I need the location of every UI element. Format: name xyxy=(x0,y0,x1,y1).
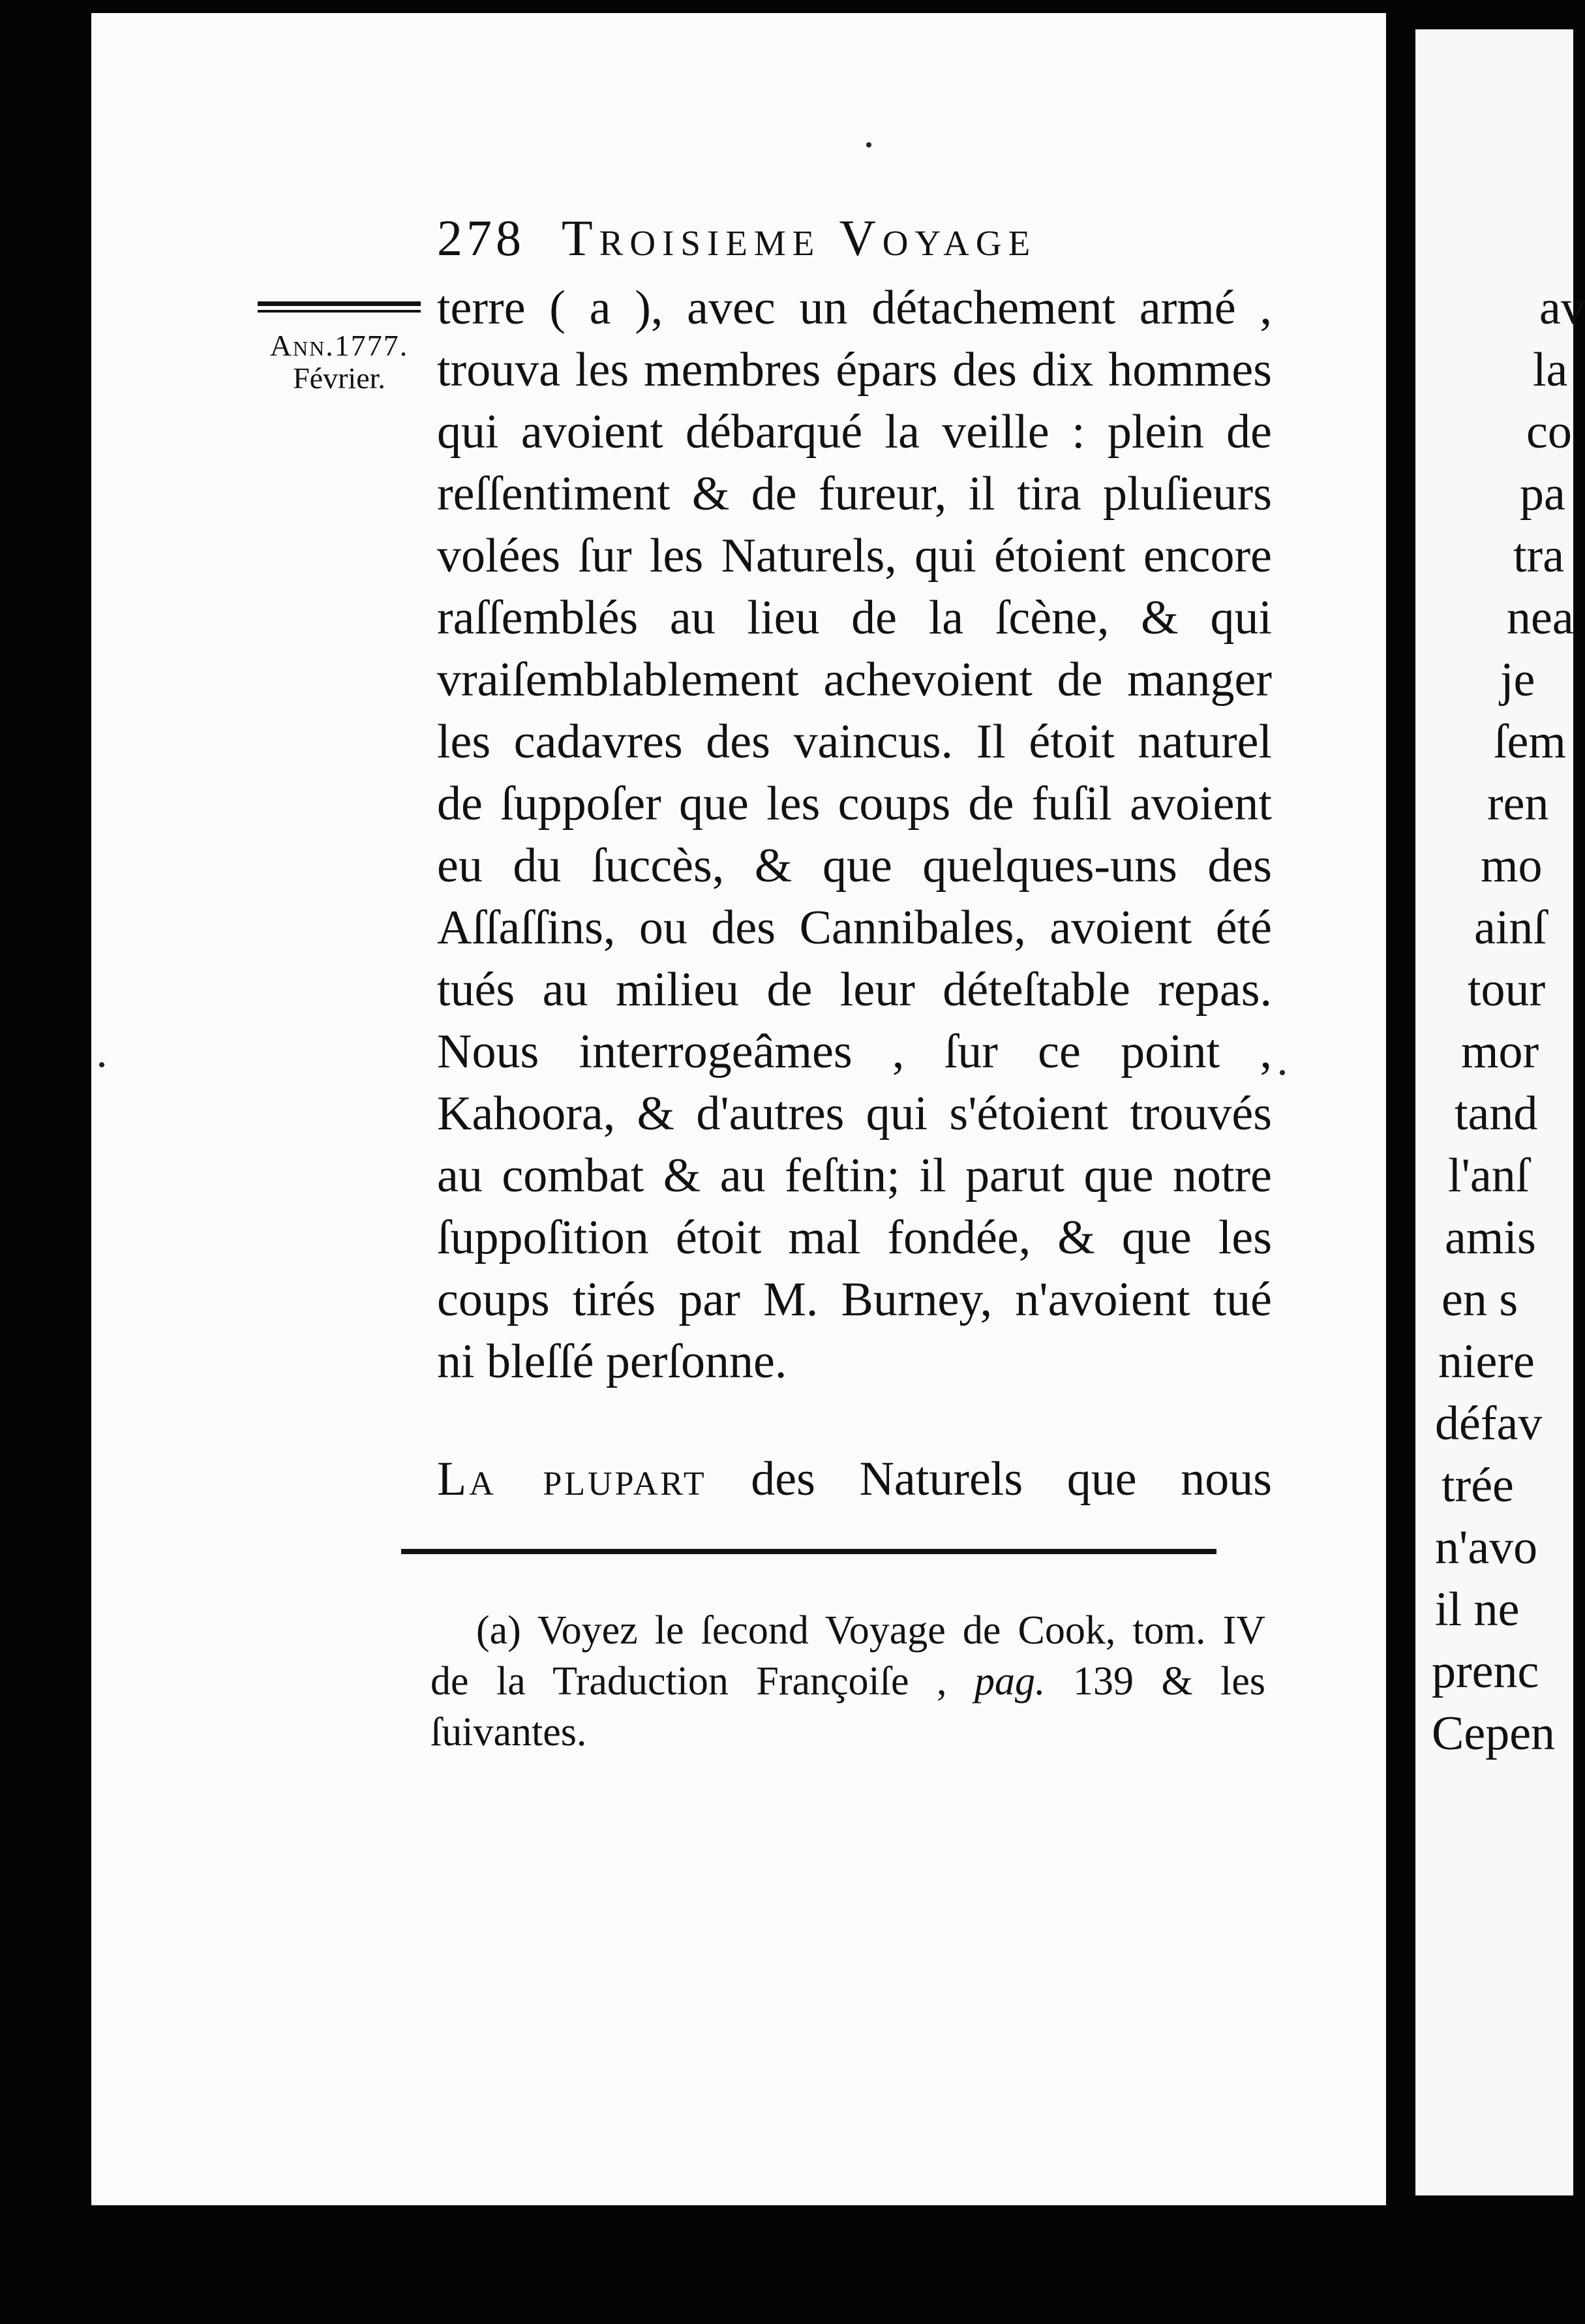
facing-line: tra xyxy=(1513,529,1565,583)
text-line: ſuppoſition étoit mal fondée, & que les xyxy=(437,1211,1272,1264)
margin-note-month: Février. xyxy=(293,361,385,395)
facing-page-text xyxy=(1425,277,1585,1765)
ink-speck xyxy=(866,142,871,147)
footnote-line: ſuivantes. xyxy=(430,1710,587,1754)
facing-line: ren xyxy=(1487,777,1549,831)
paragraph-opening-line xyxy=(437,1448,1272,1510)
footnote-pag-label: pag. xyxy=(974,1659,1046,1704)
facing-line: tour xyxy=(1468,963,1546,1017)
facing-line: tand xyxy=(1455,1087,1538,1140)
facing-line: mor xyxy=(1461,1025,1539,1078)
footnote-page-ref: 139 & les xyxy=(1072,1659,1266,1704)
footnote-rule xyxy=(401,1549,1216,1554)
text-line: volées ſur les Naturels, qui étoient encore xyxy=(437,529,1272,583)
facing-line: ſem xyxy=(1494,715,1566,769)
ink-speck xyxy=(1280,1070,1285,1075)
margin-note-year: Ann.1777. xyxy=(269,329,409,362)
text-line: de ſuppoſer que les coups de fuſil avoient xyxy=(437,777,1272,831)
text-line: tués au milieu de leur déteſtable repas. xyxy=(437,963,1272,1017)
footnote-line: (a) Voyez le ſecond Voyage de Cook, tom. IV xyxy=(476,1608,1265,1653)
text-line: coups tirés par M. Burney, n'avoient tué xyxy=(437,1273,1272,1326)
text-line: trouva les membres épars des dix hommes xyxy=(437,343,1272,397)
facing-line: il ne xyxy=(1435,1583,1520,1636)
text-line: eu du ſuccès, & que quelques-uns des xyxy=(437,839,1272,893)
text-line: au combat & au feſtin; il parut que notre xyxy=(437,1149,1272,1202)
facing-line: amis xyxy=(1445,1211,1536,1264)
facing-line: prenc xyxy=(1432,1645,1539,1698)
facing-line: trée xyxy=(1442,1459,1514,1512)
facing-line: défav xyxy=(1435,1397,1543,1450)
facing-line: la xyxy=(1533,343,1568,397)
text-line: Aſſaſſins, ou des Cannibales, avoient été xyxy=(437,901,1272,955)
margin-note xyxy=(251,329,427,395)
facing-line: av xyxy=(1539,281,1585,335)
facing-line: pa xyxy=(1520,467,1565,521)
page-number: 278 xyxy=(437,209,525,266)
facing-line: l'anſ xyxy=(1448,1149,1530,1202)
text-line: Kahoora, & d'autres qui s'étoient trouvés xyxy=(437,1087,1272,1140)
running-title: Troisieme Voyage xyxy=(562,209,1037,266)
running-header xyxy=(437,209,1036,274)
text-line: vraiſemblablement achevoient de manger xyxy=(437,653,1272,707)
facing-line: en s xyxy=(1442,1273,1518,1326)
text-line: qui avoient débarqué la veille : plein de xyxy=(437,405,1272,459)
facing-line: je xyxy=(1500,653,1535,707)
text-line: Nous interrogeâmes , ſur ce point , xyxy=(437,1025,1272,1078)
facing-line: niere xyxy=(1438,1335,1535,1388)
text-line: les cadavres des vaincus. Il étoit naturel xyxy=(437,715,1272,769)
text-line: reſſentiment & de fureur, il tira pluſieurs xyxy=(437,467,1272,521)
text-line: ni bleſſé perſonne. xyxy=(437,1335,787,1388)
margin-double-rule xyxy=(258,301,421,313)
facing-line: nea xyxy=(1507,591,1574,645)
facing-line: n'avo xyxy=(1435,1521,1538,1574)
footnote-line-text: de la Traduction Françoiſe , xyxy=(430,1659,947,1704)
facing-line: Cepen xyxy=(1432,1707,1556,1760)
main-text xyxy=(437,277,1272,1510)
text-line: raſſemblés au lieu de la ſcène, & qui xyxy=(437,591,1272,645)
text-line: terre ( a ), avec un détachement armé , xyxy=(437,281,1272,335)
footnote-line xyxy=(430,1656,1265,1707)
facing-line: mo xyxy=(1481,839,1543,893)
paragraph-lead-smallcaps: La plupart xyxy=(437,1452,707,1506)
paragraph-lead-rest: des Naturels que nous xyxy=(751,1452,1273,1506)
footnote xyxy=(430,1605,1265,1758)
facing-line: co xyxy=(1526,405,1572,459)
facing-line: ainſ xyxy=(1474,901,1547,955)
ink-speck xyxy=(99,1062,104,1067)
